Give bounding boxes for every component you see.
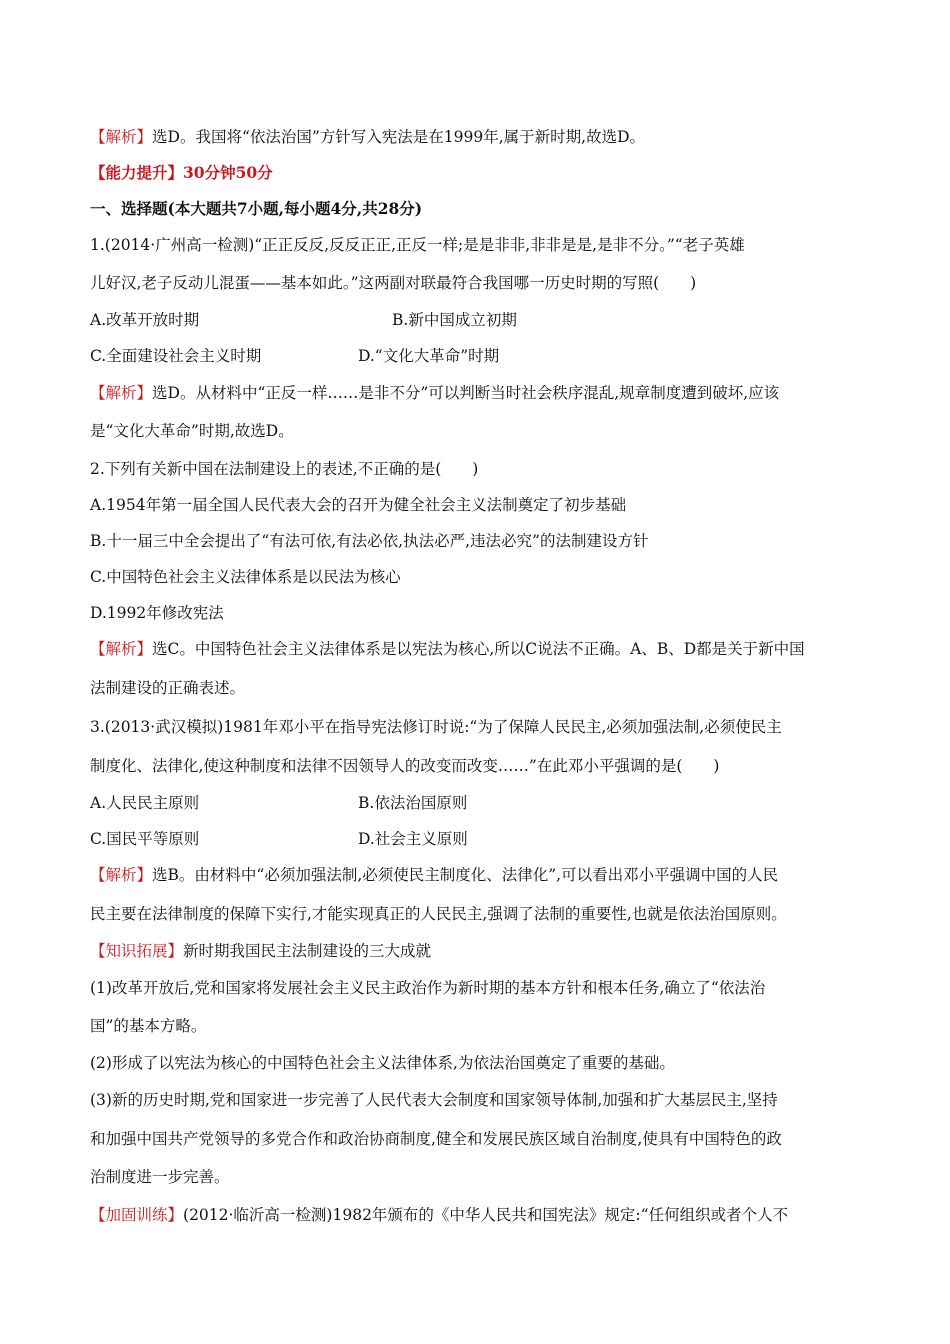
extension-point-3-line2: 和加强中国共产党领导的多党合作和政治协商制度,健全和发展民族区域自治制度,使具有中国特色的政 bbox=[90, 1130, 782, 1148]
analysis-tag: 【解析】 bbox=[90, 384, 153, 402]
q3-analysis-line1: 选B。由材料中“必须加强法制,必须使民主制度化、法律化”,可以看出邓小平强调中国的人民 bbox=[152, 866, 779, 884]
q3-stem-line1: 3.(2013·武汉模拟)1981年邓小平在指导宪法修订时说:“为了保障人民民主,必须加强法制,必须使民主 bbox=[90, 718, 782, 736]
reinforcement-training bbox=[90, 1204, 865, 1226]
q2-analysis-line2: 法制建设的正确表述。 bbox=[90, 679, 246, 697]
q1-analysis-line2: 是“文化大革命”时期,故选D。 bbox=[90, 422, 294, 440]
q2-analysis bbox=[90, 638, 865, 660]
section-subtitle: 一、选择题(本大题共7小题,每小题4分,共28分) bbox=[90, 199, 423, 218]
q1-analysis bbox=[90, 382, 865, 404]
extension-point-1-line1: (1)改革开放后,党和国家将发展社会主义民主政治作为新时期的基本方针和根本任务,确立了“依法治 bbox=[90, 979, 766, 997]
q1-option-d: D.“文化大革命”时期 bbox=[358, 347, 500, 365]
q2-option-b: B.十一届三中全会提出了“有法可依,有法必依,执法必严,违法必究”的法制建设方针 bbox=[90, 532, 649, 550]
q3-stem-line2: 制度化、法律化,使这种制度和法律不因领导人的改变而改变……”在此邓小平强调的是( ) bbox=[90, 757, 720, 775]
extension-point-3-line1: (3)新的历史时期,党和国家进一步完善了人民代表大会制度和国家领导体制,加强和扩大基层民主,坚持 bbox=[90, 1091, 778, 1109]
training-text: (2012·临沂高一检测)1982年颁布的《中华人民共和国宪法》规定:“任何组织或者个人不 bbox=[183, 1206, 789, 1224]
q2-option-d: D.1992年修改宪法 bbox=[90, 604, 224, 622]
q1-analysis-line1: 选D。从材料中“正反一样……是非不分”可以判断当时社会秩序混乱,规章制度遭到破坏,应该 bbox=[152, 384, 780, 402]
analysis-tag: 【解析】 bbox=[90, 640, 153, 658]
q3-option-d: D.社会主义原则 bbox=[358, 830, 468, 848]
section-title: 【能力提升】30分钟50分 bbox=[90, 163, 273, 182]
analysis-tag: 【解析】 bbox=[90, 128, 153, 146]
q1-option-b: B.新中国成立初期 bbox=[392, 311, 517, 329]
q3-option-c: C.国民平等原则 bbox=[90, 830, 200, 848]
q1-stem-line2: 儿好汉,老子反动儿混蛋——基本如此。”这两副对联最符合我国哪一历史时期的写照( ) bbox=[90, 274, 697, 292]
training-tag: 【加固训练】 bbox=[90, 1206, 184, 1224]
q1-option-c: C.全面建设社会主义时期 bbox=[90, 347, 262, 365]
extension-tag: 【知识拓展】 bbox=[90, 942, 184, 960]
top-analysis bbox=[90, 126, 865, 148]
extension-point-2: (2)形成了以宪法为核心的中国特色社会主义法律体系,为依法治国奠定了重要的基础。 bbox=[90, 1054, 675, 1072]
q2-option-a: A.1954年第一届全国人民代表大会的召开为健全社会主义法制奠定了初步基础 bbox=[90, 496, 627, 514]
extension-title: 新时期我国民主法制建设的三大成就 bbox=[183, 942, 432, 960]
q3-option-a: A.人民民主原则 bbox=[90, 794, 200, 812]
analysis-text: 选D。我国将“依法治国”方针写入宪法是在1999年,属于新时期,故选D。 bbox=[152, 128, 646, 146]
q1-option-a: A.改革开放时期 bbox=[90, 311, 200, 329]
q2-stem: 2.下列有关新中国在法制建设上的表述,不正确的是( ) bbox=[90, 460, 479, 478]
analysis-tag: 【解析】 bbox=[90, 866, 153, 884]
q1-stem-line1: 1.(2014·广州高一检测)“正正反反,反反正正,正反一样;是是非非,非非是是,是非不分。”“老子英雄 bbox=[90, 236, 745, 254]
extension-point-1-line2: 国”的基本方略。 bbox=[90, 1017, 207, 1035]
q3-option-b: B.依法治国原则 bbox=[358, 794, 468, 812]
knowledge-extension bbox=[90, 940, 865, 962]
extension-point-3-line3: 治制度进一步完善。 bbox=[90, 1168, 230, 1186]
q3-analysis bbox=[90, 864, 865, 886]
q2-option-c: C.中国特色社会主义法律体系是以民法为核心 bbox=[90, 568, 401, 586]
q2-analysis-line1: 选C。中国特色社会主义法律体系是以宪法为核心,所以C说法不正确。A、B、D都是关于新中国 bbox=[152, 640, 805, 658]
q3-analysis-line2: 民主要在法律制度的保障下实行,才能实现真正的人民民主,强调了法制的重要性,也就是依法治国原则。 bbox=[90, 905, 787, 923]
